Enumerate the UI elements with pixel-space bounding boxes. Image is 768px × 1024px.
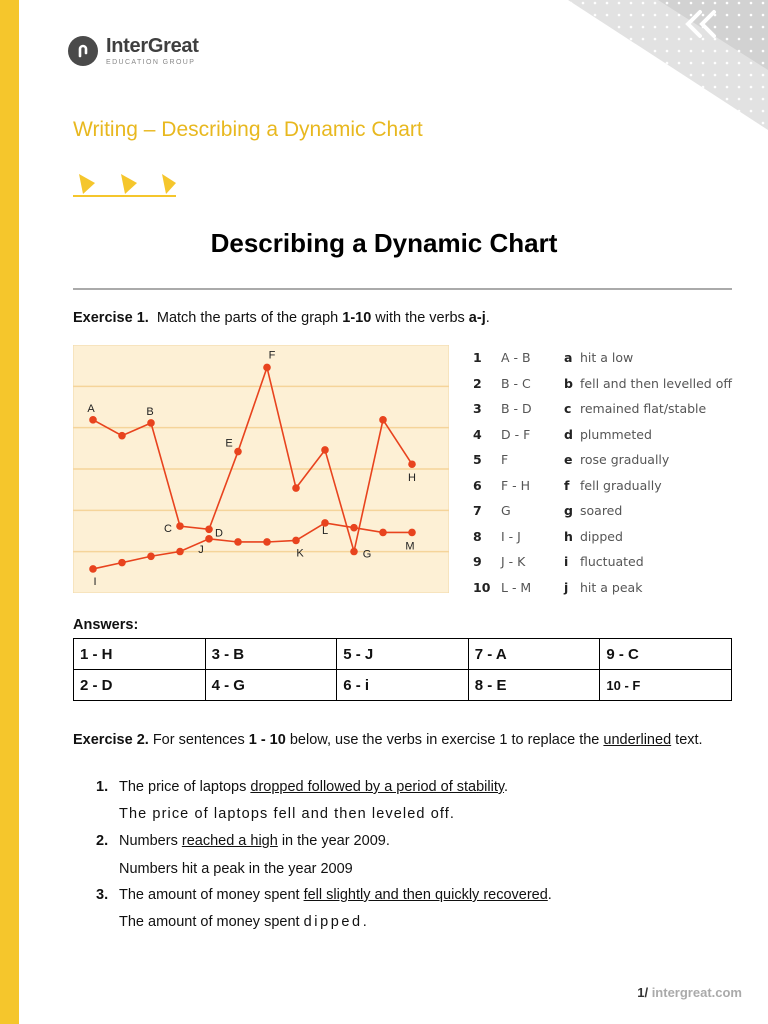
legend-verb: hit a peak [580, 579, 643, 595]
data-point [89, 565, 97, 573]
legend-number: 8 [473, 528, 482, 544]
legend-letter: g [564, 503, 573, 519]
legend-segment: B - C [501, 375, 531, 391]
legend-number: 10 [473, 579, 491, 595]
answer-cell: 2 - D [74, 670, 206, 701]
answer-cell: 4 - G [205, 670, 337, 701]
exercise2-answer-1: The price of laptops fell and then leveled off. [119, 806, 455, 822]
legend-item [473, 371, 732, 397]
brand-name: InterGreat [106, 35, 199, 57]
legend-verb: fluctuated [580, 554, 644, 570]
corner-decoration [568, 0, 768, 130]
point-label: B [146, 405, 154, 418]
data-point [350, 524, 358, 532]
data-point [176, 548, 184, 556]
divider [73, 288, 732, 290]
data-point [408, 529, 416, 537]
legend-verb: fell and then levelled off [580, 375, 732, 391]
legend-letter: d [564, 426, 573, 442]
data-point [234, 538, 242, 546]
answer-cell: 9 - C [600, 639, 732, 670]
point-label: M [405, 540, 415, 553]
legend-verb: plummeted [580, 426, 652, 442]
exercise2-item-3: 3. The amount of money spent fell slightly and then quickly recovered. [96, 887, 552, 903]
data-point [263, 538, 271, 546]
legend-segment: B - D [501, 401, 532, 417]
legend-letter: h [564, 528, 573, 544]
data-point [263, 364, 271, 372]
legend-number: 2 [473, 375, 482, 391]
exercise1-label: Exercise 1. [73, 310, 149, 326]
data-point [205, 525, 213, 533]
legend-letter: f [564, 477, 570, 493]
legend-letter: e [564, 452, 573, 468]
legend-item [473, 396, 732, 422]
legend-verb: dipped [580, 528, 623, 544]
legend-letter: i [564, 554, 569, 570]
point-label: E [225, 437, 233, 450]
data-point [379, 416, 387, 424]
answer-cell: 8 - E [468, 670, 600, 701]
triangle-icon [79, 174, 95, 194]
exercise1-instructions: Exercise 1. Match the parts of the graph 1-10 with the verbs a-j. [73, 310, 490, 326]
point-label: L [321, 524, 329, 537]
legend-verb: remained flat/stable [580, 401, 707, 417]
left-accent-bar [0, 0, 19, 1024]
point-label: C [164, 523, 172, 536]
point-label: F [268, 349, 276, 362]
point-label: G [362, 548, 372, 561]
legend-number: 7 [473, 503, 482, 519]
exercise2-item-2: 2. Numbers reached a high in the year 2009. [96, 833, 390, 849]
legend-item [473, 422, 732, 448]
line-chart [73, 345, 449, 593]
brand-subtitle: EDUCATION GROUP [106, 59, 196, 66]
data-point [379, 529, 387, 537]
data-point [408, 460, 416, 468]
data-point [292, 484, 300, 492]
legend-letter: j [564, 579, 569, 595]
exercise2-item-1: 1. The price of laptops dropped followed by a period of stability. [96, 779, 509, 795]
data-point [234, 448, 242, 456]
legend-letter: b [564, 375, 573, 391]
legend-item [473, 575, 732, 601]
legend-verb: soared [580, 503, 623, 519]
footer-site: intergreat.com [648, 985, 742, 1000]
answers-table [73, 638, 732, 701]
answer-cell: 6 - i [337, 670, 469, 701]
point-label: A [87, 402, 95, 415]
legend-segment: G [501, 503, 511, 519]
data-point [205, 535, 213, 543]
legend-number: 1 [473, 350, 482, 366]
answer-cell: 10 - F [600, 670, 732, 701]
point-label: K [296, 547, 304, 560]
legend-segment: D - F [501, 426, 531, 442]
data-point [321, 446, 329, 454]
legend-number: 4 [473, 426, 482, 442]
legend-item [473, 498, 732, 524]
arrow-decoration [73, 172, 176, 198]
exercise2-instructions: Exercise 2. For sentences 1 - 10 below, use the verbs in exercise 1 to replace the underlined text. [73, 732, 703, 748]
answer-cell: 1 - H [74, 639, 206, 670]
brand-logo [68, 36, 199, 66]
legend-verb: rose gradually [580, 452, 670, 468]
legend-item [473, 524, 732, 550]
answer-cell: 3 - B [205, 639, 337, 670]
logo-icon [68, 36, 98, 66]
legend-segment: J - K [501, 554, 526, 570]
legend-item [473, 473, 732, 499]
legend-item [473, 549, 732, 575]
legend-item [473, 447, 732, 473]
legend-segment: F - H [501, 477, 531, 493]
legend-segment: A - B [501, 350, 531, 366]
data-point [147, 419, 155, 427]
data-point [118, 559, 126, 567]
page-title: Describing a Dynamic Chart [210, 228, 558, 258]
page-number: 1 [637, 985, 645, 1000]
legend-segment: I - J [501, 528, 521, 544]
legend-segment: F [501, 452, 509, 468]
legend-letter: a [564, 350, 573, 366]
data-point [350, 548, 358, 556]
data-point [147, 552, 155, 560]
legend-number: 6 [473, 477, 482, 493]
answer-cell: 5 - J [337, 639, 469, 670]
point-label: I [93, 575, 97, 588]
exercise2-label: Exercise 2. [73, 732, 149, 748]
legend-verb: hit a low [580, 350, 634, 366]
table-row [74, 639, 732, 670]
point-label: H [408, 472, 416, 485]
legend-number: 9 [473, 554, 482, 570]
data-point [292, 537, 300, 545]
data-point [118, 432, 126, 440]
point-label: J [198, 543, 204, 556]
legend-letter: c [564, 401, 572, 417]
data-point [89, 416, 97, 424]
answer-cell: 7 - A [468, 639, 600, 670]
page-footer: 1/ intergreat.com [637, 985, 742, 1000]
legend-number: 3 [473, 401, 482, 417]
legend-number: 5 [473, 452, 482, 468]
exercise2-answer-3: The amount of money spent dipped. [119, 914, 370, 930]
section-title: Writing – Describing a Dynamic Chart [73, 118, 423, 141]
answers-heading: Answers: [73, 617, 139, 633]
legend-segment: L - M [501, 579, 532, 595]
triangle-icon [162, 174, 176, 194]
table-row [74, 670, 732, 701]
legend-verb: fell gradually [580, 477, 662, 493]
legend-item [473, 345, 732, 371]
triangle-icon [121, 174, 137, 194]
data-point [176, 522, 184, 530]
exercise2-answer-2: Numbers hit a peak in the year 2009 [119, 861, 353, 877]
point-label: D [215, 527, 223, 540]
legend-list [473, 345, 732, 600]
